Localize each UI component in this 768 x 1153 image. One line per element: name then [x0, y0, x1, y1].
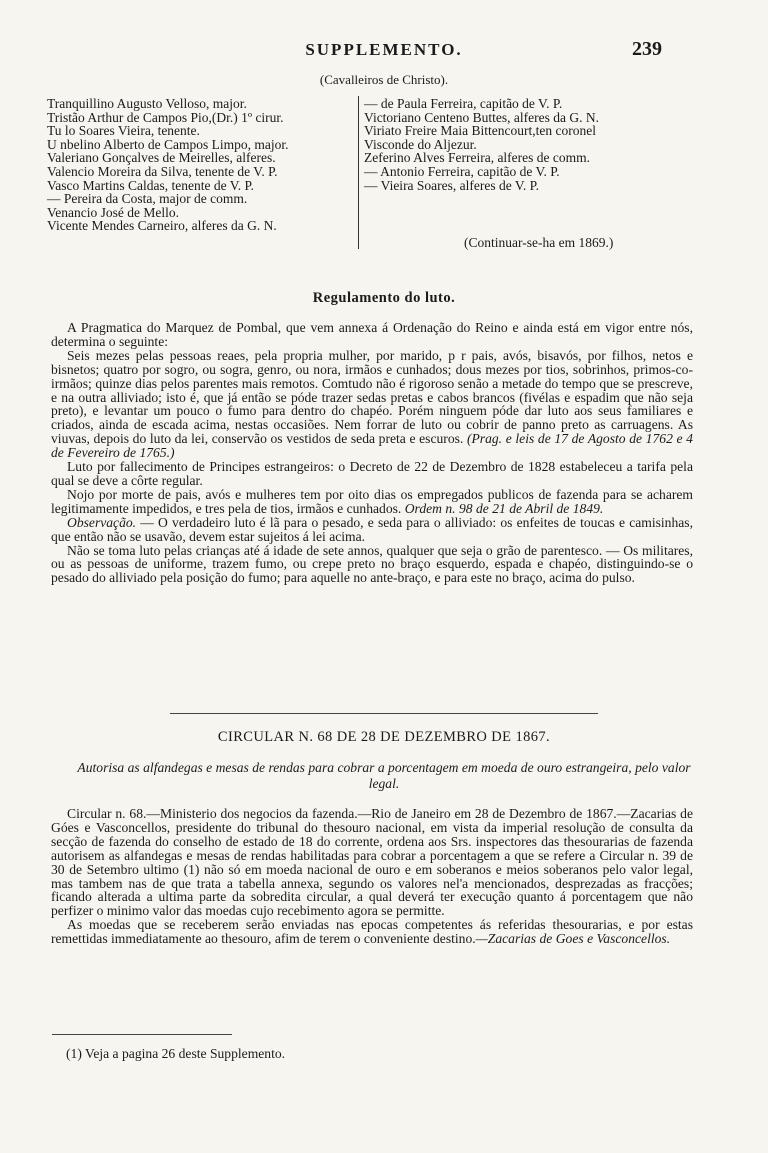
regulamento-title: Regulamento do luto.	[312, 290, 456, 306]
name-entry: Valencio Moreira da Silva, tenente de V. P.	[47, 163, 278, 179]
name-entry: Zeferino Alves Ferreira, alferes de comm.	[364, 150, 591, 166]
paragraph: Luto por fallecimento de Principes estrangeiros: o Decreto de 22 de Dezembro de 1828 estabeleceu a tarifa pela qual se deve a côrte regular.	[51, 459, 693, 488]
footnote: (1) Veja a pagina 26 deste Supplemento.	[66, 1046, 286, 1061]
name-entry: — de Paula Ferreira, capitão de V. P.	[364, 96, 563, 111]
citation: Ordem n. 98 de 21 de Abril de 1849.	[404, 500, 604, 516]
name-entry: — Antonio Ferreira, capitão de V. P.	[364, 163, 560, 179]
footnote-rule	[52, 1034, 232, 1035]
name-entry: — Pereira da Costa, major de comm.	[47, 191, 248, 207]
paragraph	[51, 349, 693, 460]
circular-body	[51, 807, 693, 946]
circular-subtitle: Autorisa as alfandegas e mesas de rendas para cobrar a porcentagem em moeda de ouro estrangeira, pelo valor legal.	[77, 760, 691, 791]
paragraph: A Pragmatica do Marquez de Pombal, que vem annexa á Ordenação do Reino e ainda está em vigor entre nós, determina o seguinte:	[51, 320, 693, 349]
name-entry: Visconde do Aljezur.	[364, 136, 477, 152]
left-name-column	[47, 97, 357, 233]
name-entry: U nbelino Alberto de Campos Limpo, major.	[47, 136, 289, 152]
paragraph: Observação. — O verdadeiro luto é lã para o pesado, e seda para o alliviado: os enfeites de toucas e camisinhas, que então não se usavão, devem estar sujeitos á lei acima.	[51, 514, 693, 544]
observacao-label: Observação.	[67, 514, 137, 530]
paragraph-text: O verdadeiro luto é lã para o pesado, e seda para o alliviado: os enfeites de toucas e camisinhas, que então não se usavão, devem estar sujeitos á lei acima.	[51, 514, 693, 544]
paragraph-text: Seis mezes pelas pessoas reaes, pela propria mulher, por marido, p r pais, avós, bisavós, por filhos, netos e bisnetos; quatro por sogro, ou sogra, genro, ou nora, irmãos e cunhados; dous mezes por tios, sobrinhos, primos-co-irmãos; quinze dias pelos parentes mais remotos. Comtudo não é rigoroso senão a metade do tempo que se prescreve, e na outra alliviado; isto é, que já então se póde trazer sedas pretas e cabos brancos (fivélas e espadim que não seja preto), e levantar um pouco o fumo para dentro do chapéo. Porém ninguem póde dar luto aos seus familiares e criados, ainda de escada acima, nestas occasiões. Nem forrar de luto ou cobrir de panno preto as carruagens. As viuvas, depois do luto da lei, conservão os vestidos de seda preta e escuros.	[51, 347, 693, 447]
page-number: 239	[632, 38, 662, 60]
paragraph: Circular n. 68.—Ministerio dos negocios da fazenda.—Rio de Janeiro em 28 de Dezembro de 1867.—Zacarias de Góes e Vasconcellos, presidente do tribunal do thesouro nacional, em vista da imperial resolução de consulta da secção de fazenda do conselho de estado de 18 do corrente, ordena aos Srs. inspectores das thesourarias de fazenda autorisem as alfandegas e mesas de rendas habilitadas para cobrar a porcentagem a que se refere a Circular n. 39 de 30 de Setembro ultimo (1) não só em moeda nacional de ouro e em soberanos e meios soberanos pelo valor legal, mas tambem nas de que trata a tabella annexa, segundo os valores nel'a mencionados, desprezadas as fracções; ficando alterada a ultima parte da sobredita circular, a qual deverá ter execução quanto á porcentagem que não perfizer o minimo valor das moedas cujo recebimento agora se permitte.	[51, 806, 693, 919]
paragraph: Não se toma luto pelas crianças até á idade de sete annos, qualquer que seja o grão de parentesco. — Os militares, ou as pessoas de uniforme, trazem fumo, ou crepe preto no braço esquerdo, espada e chapéo, distinguindo-se o pesado do alliviado pela posição do fumo; para aquelle no ante-braço, e para este no braço, acima do pulso.	[51, 542, 693, 586]
signature: —Zacarias de Goes e Vasconcellos.	[475, 931, 671, 947]
name-entry: Victoriano Centeno Buttes, alferes da G. N.	[364, 109, 599, 125]
citation: (Prag. e leis de 17 de Agosto de 1762 e 4 de Fevereiro de 1765.)	[51, 431, 693, 461]
paragraph	[51, 918, 693, 946]
name-entry: Valeriano Gonçalves de Meirelles, alferes.	[47, 150, 276, 166]
name-entry: Venancio José de Mello.	[47, 204, 179, 220]
name-entry: Vasco Martins Caldas, tenente de V. P.	[47, 177, 254, 193]
column-divider	[358, 96, 359, 249]
name-entry: Tristão Arthur de Campos Pio,(Dr.) 1º cirur.	[47, 109, 284, 125]
section-heading: (Cavalleiros de Christo).	[319, 72, 449, 87]
name-entry: Viriato Freire Maia Bittencourt,ten coronel	[364, 123, 596, 139]
circular-title: CIRCULAR N. 68 DE 28 DE DEZEMBRO DE 1867.	[217, 729, 551, 745]
running-title: SUPPLEMENTO.	[305, 40, 463, 59]
regulamento-body	[51, 321, 693, 585]
right-name-column	[364, 97, 694, 192]
paragraph-text: Nojo por morte de pais, avós e mulheres tem por oito dias os empregados publicos de fazenda para se acharem legitimamente impedidos, e tres pela de tios, irmãos e cunhados.	[51, 486, 693, 516]
section-rule	[170, 713, 598, 714]
name-entry: — Vieira Soares, alferes de V. P.	[364, 177, 540, 193]
name-entry: Tranquillino Augusto Velloso, major.	[47, 96, 247, 111]
name-entry: Tu lo Soares Vieira, tenente.	[47, 123, 200, 139]
paragraph-text: As moedas que se receberem serão enviadas nas epocas competentes ás referidas thesourarias, e por estas remettidas immediatamente ao thesouro, afim de terem o conveniente destino.	[51, 917, 693, 947]
name-entry: Vicente Mendes Carneiro, alferes da G. N.	[47, 218, 277, 234]
paragraph	[51, 488, 693, 516]
continuation-note: (Continuar-se-ha em 1869.)	[464, 235, 614, 250]
